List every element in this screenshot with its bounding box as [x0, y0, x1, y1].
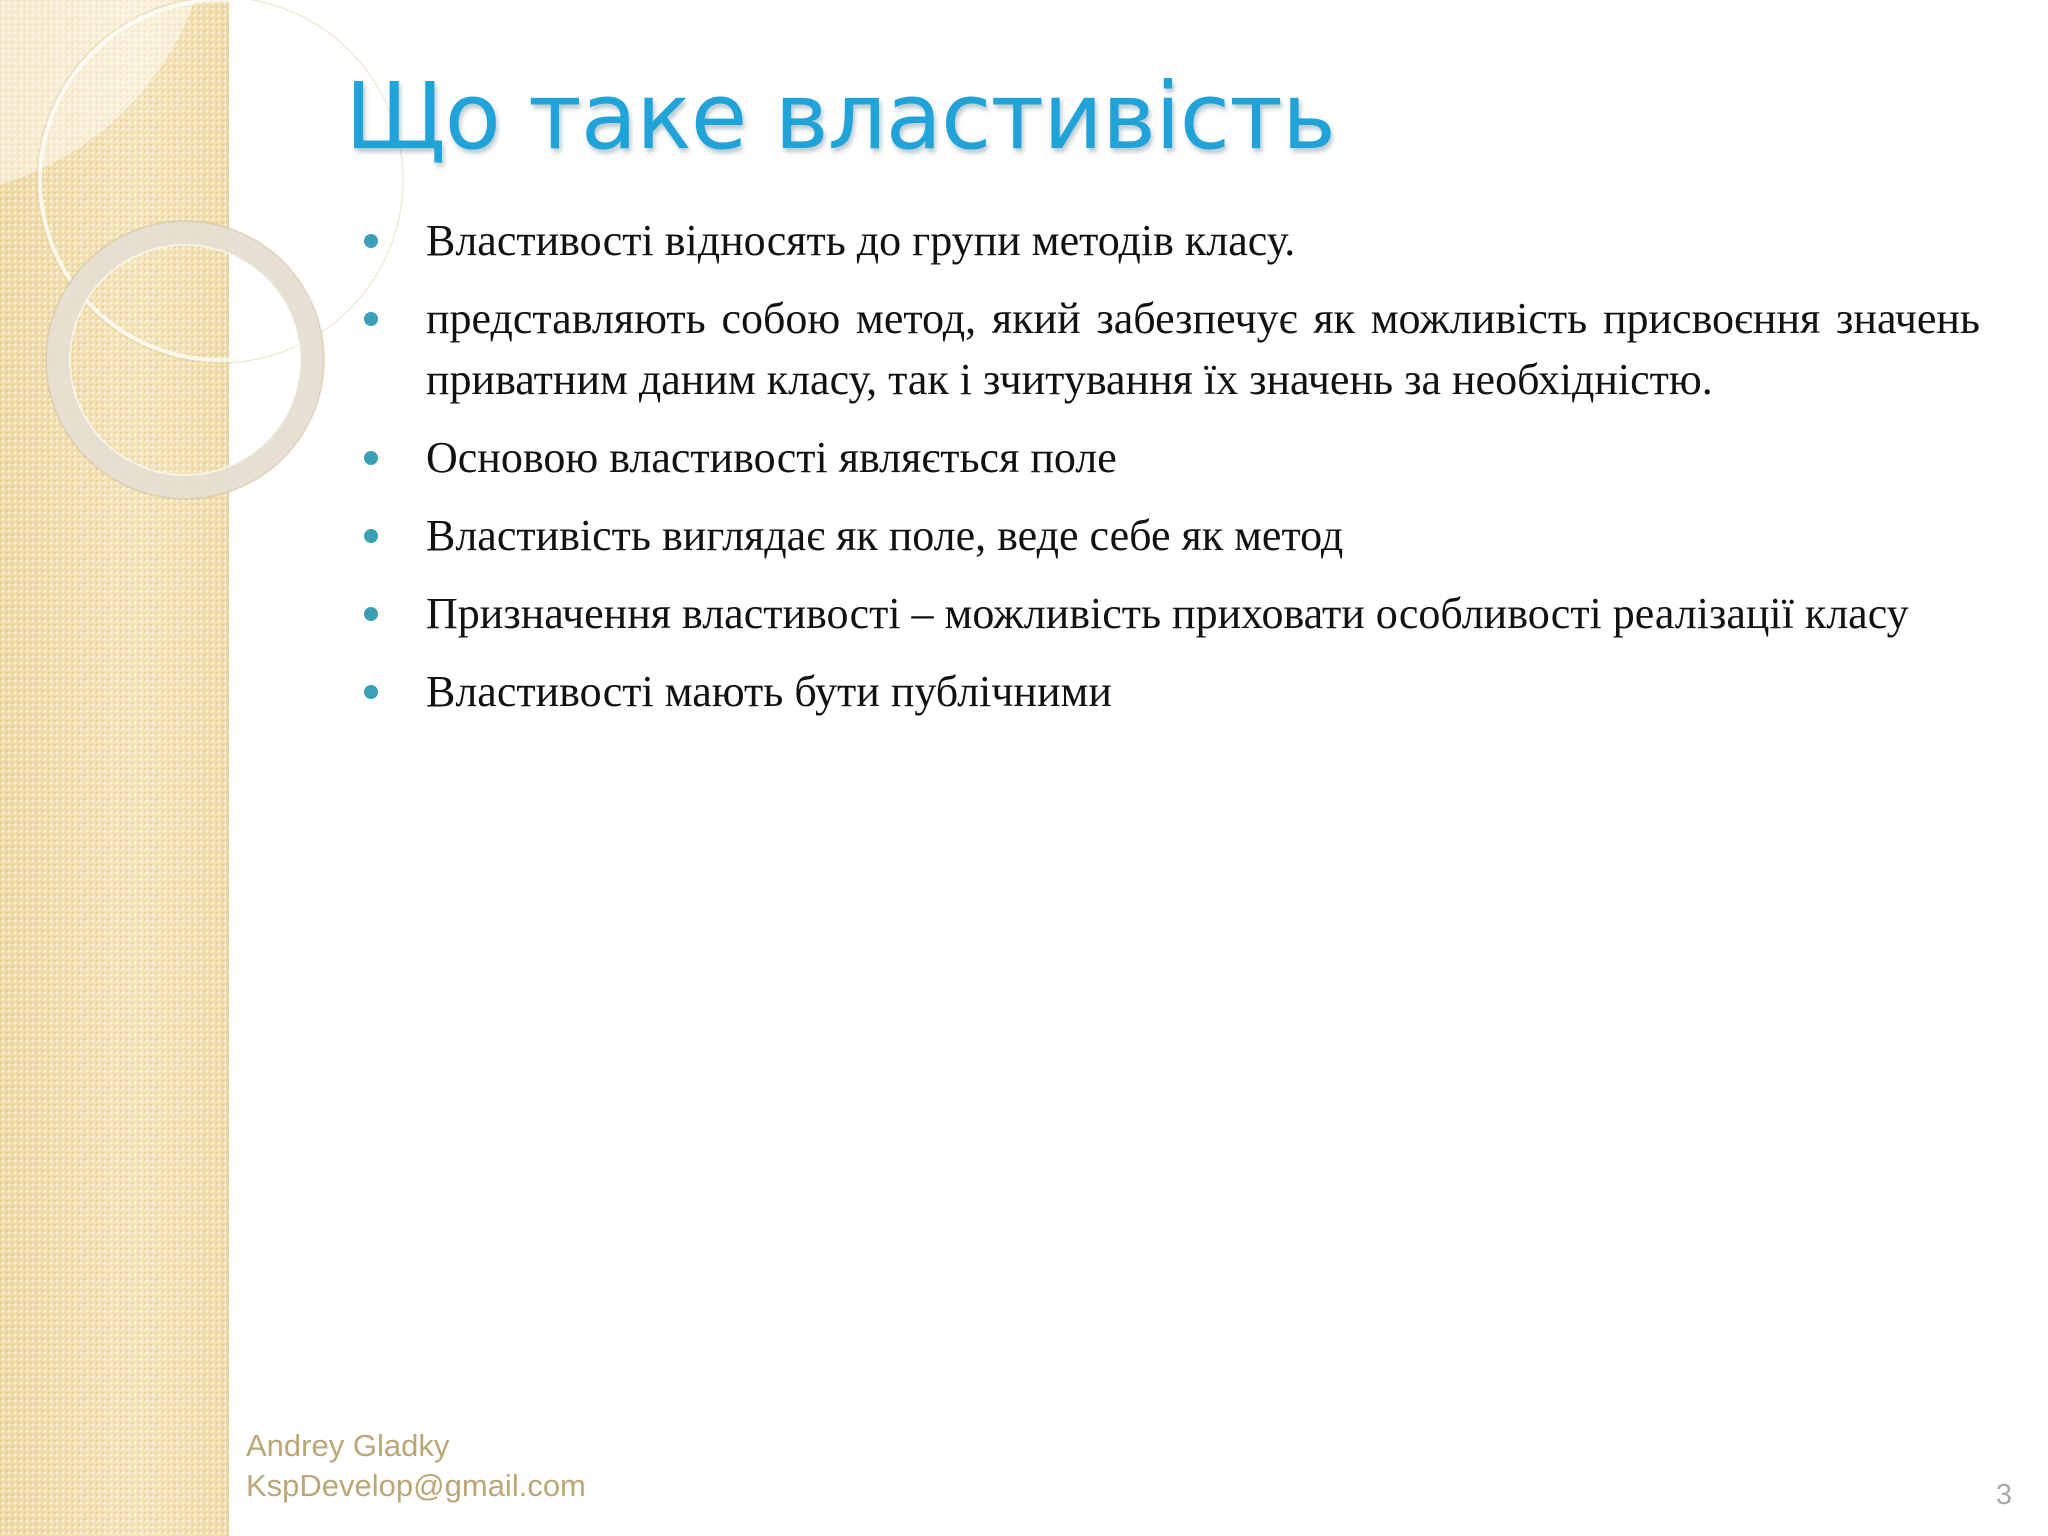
footer-author: Andrey Gladky	[246, 1428, 450, 1463]
bullet-dot-icon	[364, 451, 378, 465]
slide-title: Що таке властивість	[345, 63, 1336, 170]
bullet-item	[358, 427, 1980, 488]
decorative-wedge	[0, 0, 195, 185]
bullet-dot-icon	[364, 234, 378, 248]
bullet-item	[358, 583, 1980, 644]
decorative-large-ring	[40, 0, 400, 360]
bullet-dot-icon	[364, 607, 378, 621]
bullet-text: Властивості мають бути публічними	[426, 667, 1112, 716]
bullet-text: Властивості відносять до групи методів класу.	[426, 216, 1296, 265]
page-number: 3	[1995, 1479, 2012, 1511]
bullet-item	[358, 210, 1980, 271]
bullet-text: Властивість виглядає як поле, веде себе як метод	[426, 511, 1344, 560]
bullet-list	[358, 210, 1980, 739]
bullet-dot-icon	[364, 312, 378, 326]
bullet-item	[358, 505, 1980, 566]
bullet-dot-icon	[364, 685, 378, 699]
footer-email: KspDevelop@gmail.com	[246, 1468, 586, 1503]
bullet-text: представляють собою метод, який забезпечує як можливість присвоєння значень приватним даним класу, так і зчитування їх значень за необхідністю.	[426, 294, 1980, 404]
bullet-item	[358, 288, 1980, 410]
bullet-dot-icon	[364, 529, 378, 543]
bullet-text: Основою властивості являється поле	[426, 433, 1117, 482]
bullet-item	[358, 661, 1980, 722]
bullet-text: Призначення властивості – можливість приховати особливості реалізації класу	[426, 589, 1909, 638]
